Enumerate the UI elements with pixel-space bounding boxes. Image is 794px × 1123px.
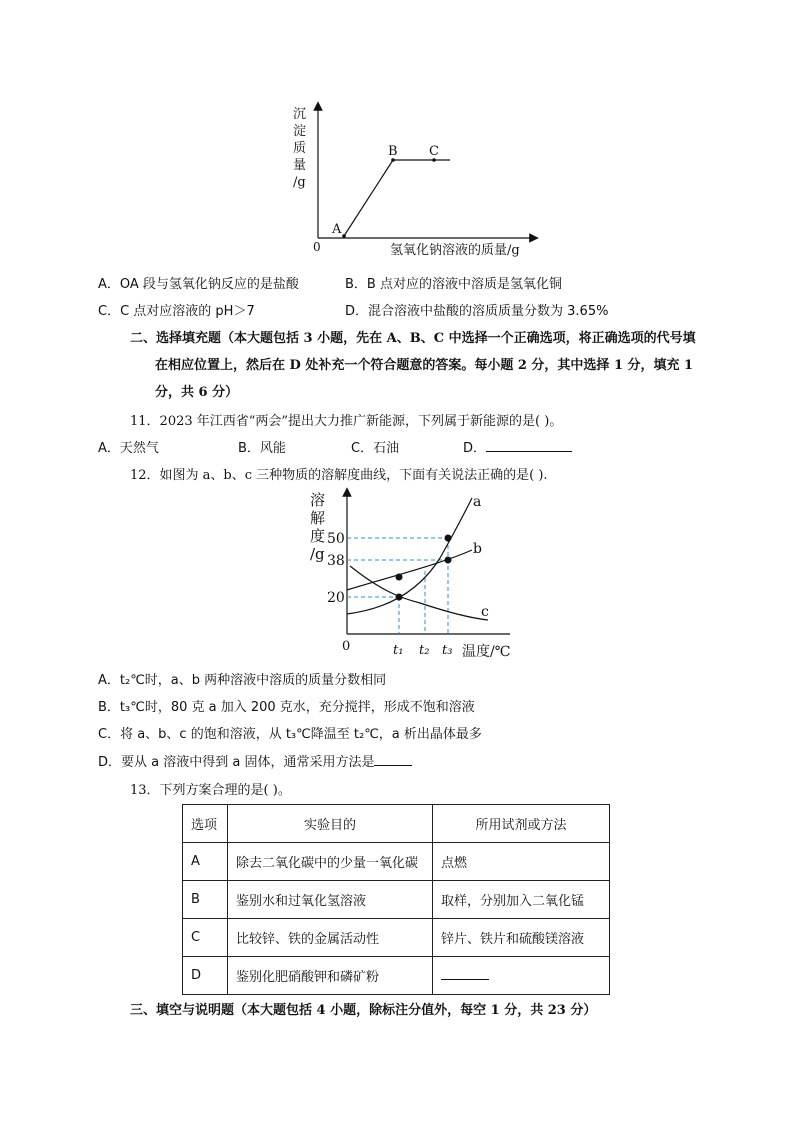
precipitate-graph (280, 98, 540, 264)
cell-option: D (183, 957, 228, 995)
header-method: 所用试剂或方法 (433, 805, 610, 843)
q10-option-c: C．C 点对应溶液的 pH＞7 (98, 304, 255, 319)
cell-purpose: 比较锌、铁的金属活动性 (228, 919, 433, 957)
cell-option: B (183, 881, 228, 919)
section2-heading-line1: 二、选择填充题（本大题包括 3 小题，先在 A、B、C 中选择一个正确选项，将正确选项的代号填 (130, 331, 696, 346)
section2-heading-line3: 分，共 6 分） (155, 385, 239, 400)
table-row (183, 919, 610, 957)
y-label-char: 沉 (293, 107, 307, 122)
origin-label: 0 (313, 240, 321, 254)
curve-label-a: a (473, 494, 482, 510)
header-option: 选项 (183, 805, 228, 843)
x-axis-label: 温度/℃ (462, 644, 511, 660)
point-a (342, 234, 346, 238)
q12-answer-blank[interactable] (374, 753, 412, 766)
solubility-graph (300, 486, 530, 664)
y-label-char: 质 (293, 141, 307, 156)
x-tick-t1: t₁ (393, 643, 404, 658)
point-label-c: C (429, 144, 439, 159)
q12-option-d-label: D．要从 a 溶液中得到 a 固体，通常采用方法是 (98, 755, 375, 770)
cell-purpose: 除去二氧化碳中的少量一氧化碳 (228, 843, 433, 881)
y-tick-38: 38 (327, 553, 345, 569)
y-tick-20: 20 (327, 590, 345, 606)
cell-option: C (183, 919, 228, 957)
q11-option-a: A．天然气 (98, 441, 159, 456)
cell-method: 取样，分别加入二氧化锰 (433, 881, 610, 919)
q11-option-d-label: D． (463, 441, 487, 456)
curve-c (350, 566, 488, 620)
table-row (183, 957, 610, 995)
precipitate-line (344, 160, 450, 236)
q12-option-c: C．将 a、b、c 的饱和溶液，从 t₃℃降温至 t₂℃，a 析出晶体最多 (98, 727, 482, 742)
y-label-char: 溶 (310, 491, 326, 509)
origin-label: 0 (342, 639, 351, 654)
q11-option-d (463, 437, 572, 456)
curve-a (347, 498, 472, 614)
q11-stem: 11．2023 年江西省“两会”提出大力推广新能源，下列属于新能源的是( )。 (130, 414, 563, 429)
q12-option-d (98, 751, 412, 770)
y-label-char: 量 (293, 158, 307, 173)
point-b-t3 (445, 557, 452, 564)
cell-option: A (183, 843, 228, 881)
q10-option-a: A．OA 段与氢氧化钠反应的是盐酸 (98, 277, 299, 292)
section2-heading-line2: 在相应位置上，然后在 D 处补充一个符合题意的答案。每小题 2 分，其中选择 1 分，填充 1 (155, 358, 694, 373)
q13-answer-blank[interactable] (441, 967, 489, 980)
table-row (183, 881, 610, 919)
curve-b (347, 550, 472, 590)
q11-option-b: B．风能 (238, 441, 286, 456)
header-purpose: 实验目的 (228, 805, 433, 843)
y-label-unit: /g (293, 175, 306, 190)
cell-purpose: 鉴别水和过氧化氢溶液 (228, 881, 433, 919)
section3-heading: 三、填空与说明题（本大题包括 4 小题，除标注分值外，每空 1 分，共 23 分） (130, 1003, 597, 1018)
y-label-char: 解 (310, 509, 326, 527)
curve-label-b: b (473, 541, 482, 557)
point-t1-intersection (396, 594, 403, 601)
q10-option-d: D．混合溶液中盐酸的溶质质量分数为 3.65% (345, 304, 609, 319)
q13-stem: 13．下列方案合理的是( )。 (130, 783, 291, 798)
cell-method (433, 957, 610, 995)
x-axis-label: 氢氧化钠溶液的质量/g (390, 243, 520, 258)
y-label-char: 淀 (293, 124, 307, 139)
cell-purpose: 鉴别化肥硝酸钾和磷矿粉 (228, 957, 433, 995)
q12-option-b: B．t₃℃时，80 克 a 加入 200 克水，充分搅拌，形成不饱和溶液 (98, 700, 475, 715)
q12-option-a: A．t₂℃时，a、b 两种溶液中溶质的质量分数相同 (98, 673, 387, 688)
y-label-unit: /g (310, 545, 325, 563)
table-header-row (183, 805, 610, 843)
curve-label-c: c (481, 604, 489, 620)
table-row (183, 843, 610, 881)
point-b-t1 (396, 574, 403, 581)
y-tick-50: 50 (327, 531, 345, 547)
point-label-b: B (388, 144, 398, 159)
plan-table (182, 804, 610, 995)
x-tick-t3: t₃ (442, 643, 453, 658)
q12-stem: 12．如图为 a、b、c 三种物质的溶解度曲线，下面有关说法正确的是( ). (130, 468, 548, 483)
q10-option-b: B．B 点对应的溶液中溶质是氢氧化铜 (345, 277, 562, 292)
y-label-char: 度 (310, 527, 326, 545)
q11-option-c: C．石油 (351, 441, 400, 456)
q11-answer-blank[interactable] (486, 439, 572, 452)
point-label-a: A (332, 222, 342, 237)
cell-method: 锌片、铁片和硫酸镁溶液 (433, 919, 610, 957)
cell-method: 点燃 (433, 843, 610, 881)
x-tick-t2: t₂ (419, 643, 430, 658)
point-a-t3 (445, 535, 452, 542)
